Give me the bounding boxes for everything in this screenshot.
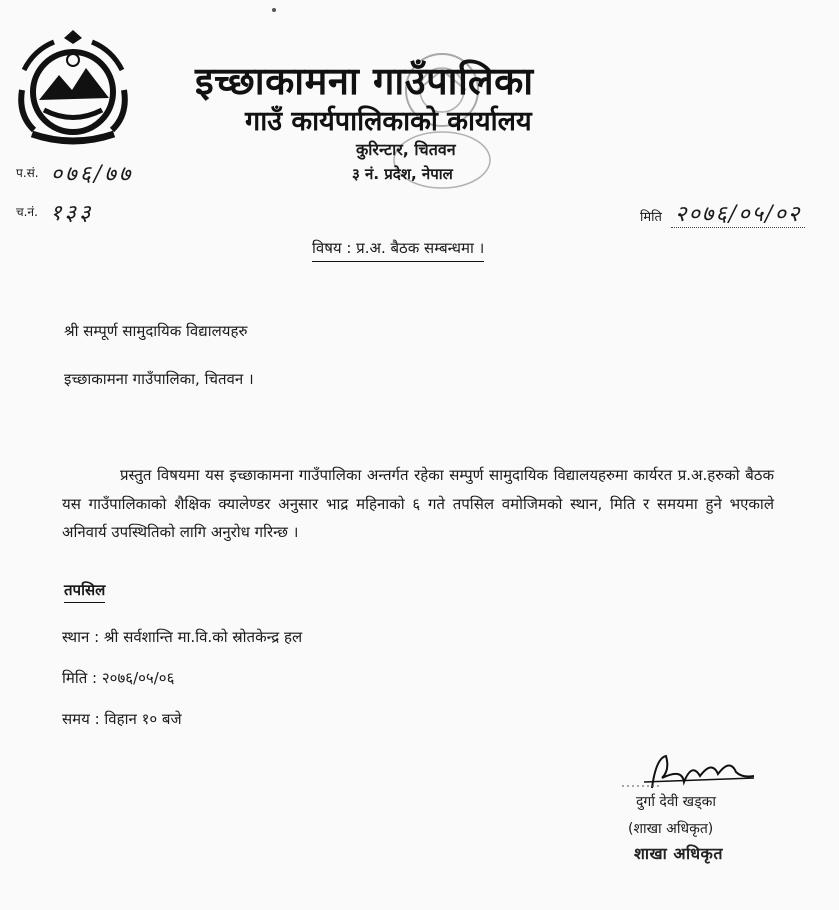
designation-stamp: शाखा अधिकृत — [634, 844, 723, 863]
cn-value: १३३ — [50, 201, 94, 226]
signatory-role: (शाखा अधिकृत) — [628, 821, 714, 837]
office-title: इच्छाकामना गाउँपालिका — [195, 59, 534, 103]
letter-date — [640, 198, 805, 228]
signatory-name: दुर्गा देवी खड्का — [636, 794, 717, 810]
schedule-date: मिति : २०७६/०५/०६ — [62, 669, 175, 687]
date-value: २०७६/०५/०२ — [671, 202, 805, 228]
addressee-line-2: इच्छाकामना गाउँपालिका, चितवन । — [64, 370, 254, 388]
ps-label: प.सं. — [16, 165, 39, 180]
schedule-place: स्थान : श्री सर्वशान्ति मा.वि.को स्रोतकेन्द्र हल — [62, 628, 303, 646]
handwritten-signature — [622, 748, 758, 794]
addressee-line-1: श्री सम्पूर्ण सामुदायिक विद्यालयहरु — [64, 322, 248, 340]
address-line-2: ३ नं. प्रदेश, नेपाल — [352, 165, 453, 183]
cn-label: च.नं. — [16, 204, 38, 219]
subject-line: विषय : प्र.अ. बैठक सम्बन्धमा । — [312, 238, 484, 262]
ps-reference — [16, 158, 133, 188]
letter-body: प्रस्तुत विषयमा यस इच्छाकामना गाउँपालिका अन्तर्गत रहेका सम्पुर्ण सामुदायिक विद्यालयहरुमा कार्यरत प्र.अ.हरुको बैठक यस गाउँपालिकाको शैक्षिक क्यालेण्डर अनुसार भाद्र महिनाको ६ गते तपसिल वमोजिमको स्थान, मिति र समयमा हुने भएकाले अनिवार्य उपस्थितिको लागि अनुरोध गरिन्छ । — [62, 466, 774, 541]
office-subtitle: गाउँ कार्यपालिकाको कार्यालय — [245, 106, 532, 137]
address-line-1: कुरिन्टार, चितवन — [356, 140, 456, 159]
cn-reference — [16, 197, 93, 227]
schedule-time: समय : विहान १० बजे — [62, 710, 182, 728]
schedule-heading: तपसिल — [64, 580, 105, 603]
nepal-emblem-icon — [14, 30, 132, 148]
date-label: मिति — [640, 210, 662, 225]
scan-speck — [272, 8, 276, 12]
ps-value: ०७६/७७ — [50, 162, 134, 187]
